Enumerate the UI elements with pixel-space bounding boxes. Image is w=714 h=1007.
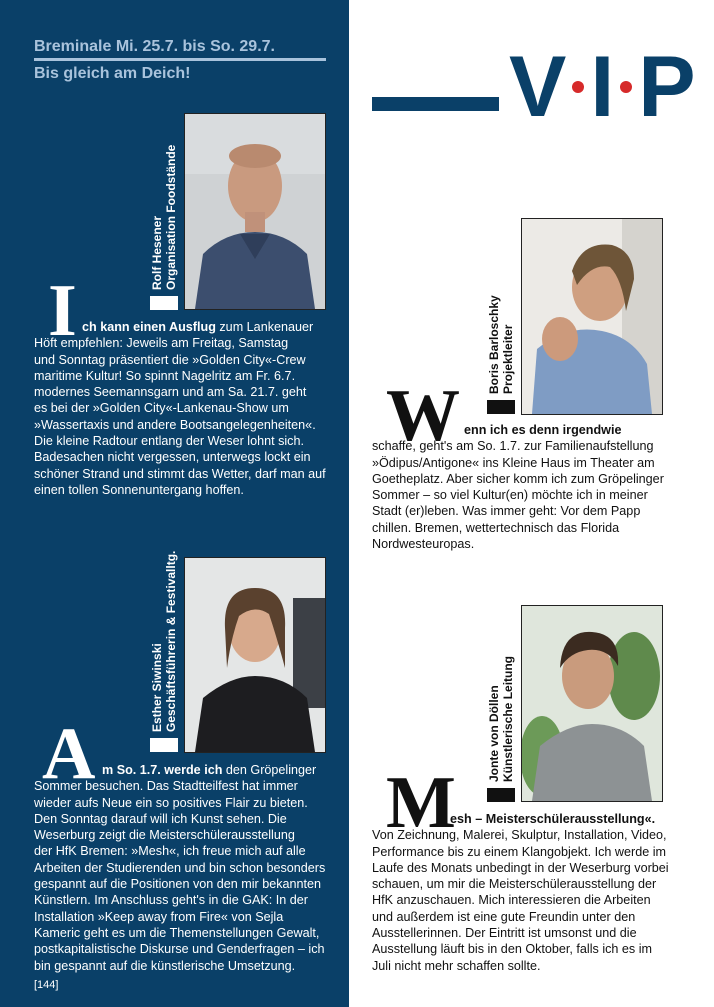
person-role: Geschäftsführerin & Festivalltg. [164,550,178,732]
article-text-rolf: I ch kann einen Ausflug zum Lankenauer Höft empfehlen: Jeweils am Freitag, Samstag und Sonntag präsentiert die »Golden City«-Crew maritime Kultur! So spinnt Nagelritz am Fr. 6.7. modernes Seemannsgarn und am Sa. 21.7. geht es bei der »Golden City«-Lankenau-Show um »Wassertaxis und andere Bootsangelegenheiten«. Die kleine Radtour entlang der Weser lohnt sich. Badesachen nicht vergessen, unterwegs lockt ein schöner Strand und stimmt das Wetter, darf man auf einen tollen Sonnenuntergang hoffen. [34,277,339,498]
dropcap: A [42,713,96,795]
vip-red-dot [572,81,584,93]
person-name: Boris Barloschky [487,295,501,394]
first-line: esh – Meisterschülerausstellung«. [450,812,656,826]
person-role: Künstlerische Leitung [501,655,515,782]
event-header [34,36,326,84]
vip-red-dot [620,81,632,93]
vip-letter-i: I [590,39,615,135]
article-text-jonte: M esh – Meisterschülerausstellung«. Von Zeichnung, Malerei, Skulptur, Installation, Video, Performance bis zu einem Klangobjekt. Ich werde im Laufe des Monats unbedingt in der Weserburg vorbei schauen, um mir die Meisterschülerausstellung der HfK anzuschauen. Mich interessieren die Arbeiten und außerdem ist eine gute Freundin unter den Ausstellerinnen. Der Eintritt ist umsonst und die Ausstellung läuft bis in den Oktober, falls ich es im Juli nicht mehr schaffen sollte. [372,769,677,974]
dropcap: I [48,270,77,352]
person-name: Esther Siwinski [150,643,164,732]
vip-letter-p: P [638,39,696,135]
first-line: ch kann einen Ausflug zum Lankenauer [82,320,314,334]
person-role: Projektleiter [501,324,515,394]
first-line: enn ich es denn irgendwie [464,423,622,437]
article-text-esther: A m So. 1.7. werde ich den Gröpelinger Sommer besuchen. Das Stadtteilfest hat immer wieder aufs Neue ein so positives Flair zu bieten. Den Sonntag darauf will ich Kunst sehen. Die Weserburg zeigt die Meisterschülerausstellung der HfK Bremen: »Mesh«, ich freue mich auf alle Arbeiten der Studierenden und bin schon besonders gespannt auf die Positionen von den mir bekannten Künstlern. Im Anschluss geht's in die GAK: In der Installation »Keep away from Fire« von Sejla Kameric geht es um die Themenstellungen Gewalt, postkapitalistische Diskurse und Genderfragen – ich bin gespannt auf die künstlerische Umsetzung. [34,720,339,974]
article-text-boris: W enn ich es denn irgendwie schaffe, geht's am So. 1.7. zur Familienaufstellung »Ödipus/Antigone« ins Kleine Haus im Theater am Goetheplatz. Aber sicher komm ich zum Gröpelinger Sommer – so viel Kultur(en) möchte ich in meiner Stadt (er)leben. Was immer geht: Vor dem Papp chillen. Bremen, wettertechnisch das Florida Nordwesteuropas. [372,382,677,552]
dropcap: M [386,762,456,844]
person-name: Rolf Hesener [150,215,164,290]
header-line1: Breminale Mi. 25.7. bis So. 29.7. [34,36,326,61]
vip-logo [509,39,696,135]
header-line2: Bis gleich am Deich! [34,65,191,82]
dropcap: W [386,375,460,457]
vip-letter-v: V [509,39,567,135]
vip-accent-bar [372,97,499,111]
person-role: Organisation Foodstände [164,144,178,290]
first-line: m So. 1.7. werde ich den Gröpelinger [102,763,317,777]
person-name: Jonte von Döllen [487,685,501,782]
page-number: [144] [34,979,59,991]
